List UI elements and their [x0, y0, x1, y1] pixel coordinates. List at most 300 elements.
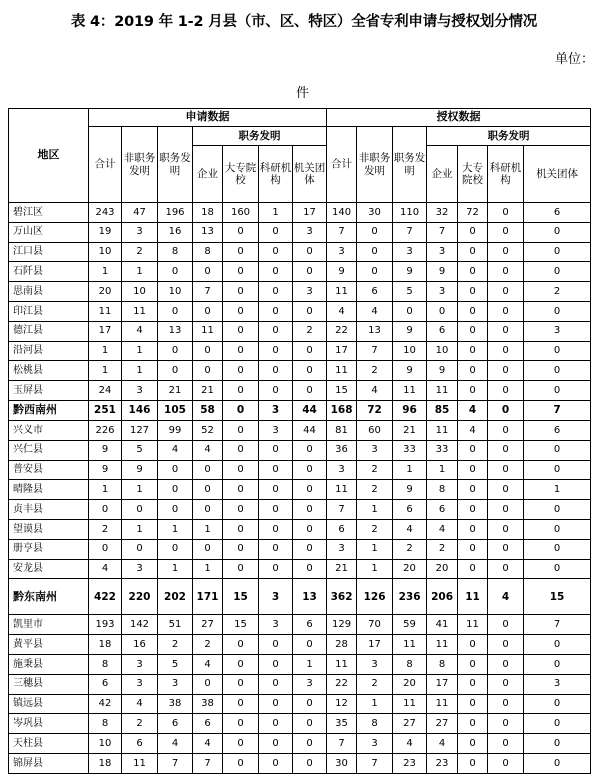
- value-cell: 1: [357, 559, 393, 579]
- grant-agency-header: 机关团体: [524, 146, 591, 203]
- region-name-cell: 晴隆县: [9, 480, 89, 500]
- value-cell: 0: [357, 222, 393, 242]
- value-cell: 6: [89, 674, 122, 694]
- value-cell: 9: [122, 460, 158, 480]
- value-cell: 0: [259, 500, 293, 520]
- value-cell: 0: [223, 734, 259, 754]
- value-cell: 0: [488, 440, 524, 460]
- value-cell: 0: [458, 262, 488, 282]
- value-cell: 11: [427, 635, 458, 655]
- value-cell: 4: [122, 321, 158, 341]
- value-cell: 6: [122, 734, 158, 754]
- value-cell: 0: [293, 559, 327, 579]
- value-cell: 0: [293, 262, 327, 282]
- value-cell: 8: [193, 242, 223, 262]
- value-cell: 4: [427, 734, 458, 754]
- value-cell: 2: [357, 519, 393, 539]
- value-cell: 21: [193, 381, 223, 401]
- value-cell: 0: [488, 400, 524, 420]
- value-cell: 6: [327, 519, 357, 539]
- value-cell: 11: [122, 301, 158, 321]
- region-name-cell: 思南县: [9, 282, 89, 302]
- value-cell: 17: [89, 321, 122, 341]
- value-cell: 362: [327, 579, 357, 615]
- value-cell: 24: [89, 381, 122, 401]
- value-cell: 28: [327, 635, 357, 655]
- value-cell: 0: [223, 635, 259, 655]
- value-cell: 0: [193, 480, 223, 500]
- region-name-cell: 锦屏县: [9, 753, 89, 773]
- value-cell: 8: [158, 242, 193, 262]
- grant-enterprise-header: 企业: [427, 146, 458, 203]
- value-cell: 0: [458, 500, 488, 520]
- table-row: [9, 500, 591, 520]
- value-cell: 13: [357, 321, 393, 341]
- value-cell: 0: [458, 753, 488, 773]
- value-cell: 2: [158, 635, 193, 655]
- table-row: [9, 519, 591, 539]
- value-cell: 1: [122, 341, 158, 361]
- grant-research-header: 科研机构: [488, 146, 524, 203]
- value-cell: 10: [427, 341, 458, 361]
- apply-research-header: 科研机构: [259, 146, 293, 203]
- value-cell: 0: [223, 674, 259, 694]
- value-cell: 8: [427, 480, 458, 500]
- value-cell: 0: [488, 361, 524, 381]
- region-name-cell: 黔东南州: [9, 579, 89, 615]
- value-cell: 0: [259, 282, 293, 302]
- value-cell: 17: [293, 203, 327, 223]
- value-cell: 0: [524, 654, 591, 674]
- value-cell: 19: [89, 222, 122, 242]
- value-cell: 3: [357, 440, 393, 460]
- value-cell: 23: [393, 753, 427, 773]
- apply-group-header: 申请数据: [89, 109, 327, 127]
- value-cell: 5: [122, 440, 158, 460]
- value-cell: 0: [223, 400, 259, 420]
- value-cell: 146: [122, 400, 158, 420]
- value-cell: 6: [193, 714, 223, 734]
- value-cell: 0: [158, 539, 193, 559]
- value-cell: 0: [524, 559, 591, 579]
- region-name-cell: 三穗县: [9, 674, 89, 694]
- value-cell: 18: [89, 635, 122, 655]
- grant-service-group-header: 职务发明: [427, 127, 591, 146]
- value-cell: 0: [293, 440, 327, 460]
- value-cell: 6: [524, 420, 591, 440]
- value-cell: 0: [458, 242, 488, 262]
- value-cell: 4: [393, 734, 427, 754]
- value-cell: 0: [488, 321, 524, 341]
- value-cell: 9: [427, 262, 458, 282]
- value-cell: 27: [393, 714, 427, 734]
- grant-nonservice-header: 非职务发明: [357, 127, 393, 203]
- value-cell: 2: [193, 635, 223, 655]
- value-cell: 0: [259, 674, 293, 694]
- value-cell: 3: [293, 674, 327, 694]
- region-name-cell: 黔西南州: [9, 400, 89, 420]
- value-cell: 0: [488, 262, 524, 282]
- value-cell: 2: [524, 282, 591, 302]
- value-cell: 11: [393, 694, 427, 714]
- value-cell: 142: [122, 615, 158, 635]
- table-row: [9, 559, 591, 579]
- patent-table: [8, 108, 591, 774]
- value-cell: 7: [193, 282, 223, 302]
- value-cell: 10: [89, 734, 122, 754]
- value-cell: 0: [89, 500, 122, 520]
- value-cell: 3: [427, 242, 458, 262]
- value-cell: 42: [89, 694, 122, 714]
- value-cell: 6: [427, 321, 458, 341]
- value-cell: 0: [259, 440, 293, 460]
- value-cell: 0: [193, 341, 223, 361]
- value-cell: 8: [427, 654, 458, 674]
- value-cell: 0: [259, 519, 293, 539]
- value-cell: 251: [89, 400, 122, 420]
- value-cell: 3: [122, 654, 158, 674]
- value-cell: 1: [193, 519, 223, 539]
- value-cell: 3: [259, 615, 293, 635]
- value-cell: 0: [458, 222, 488, 242]
- value-cell: 1: [89, 361, 122, 381]
- table-row: [9, 222, 591, 242]
- value-cell: 11: [427, 381, 458, 401]
- value-cell: 23: [427, 753, 458, 773]
- value-cell: 0: [293, 500, 327, 520]
- value-cell: 0: [488, 282, 524, 302]
- value-cell: 11: [327, 654, 357, 674]
- value-cell: 1: [357, 539, 393, 559]
- value-cell: 0: [259, 734, 293, 754]
- value-cell: 20: [427, 559, 458, 579]
- value-cell: 0: [458, 321, 488, 341]
- value-cell: 2: [293, 321, 327, 341]
- value-cell: 0: [524, 694, 591, 714]
- value-cell: 0: [158, 341, 193, 361]
- apply-service-group-header: 职务发明: [193, 127, 327, 146]
- value-cell: 1: [122, 480, 158, 500]
- value-cell: 0: [488, 539, 524, 559]
- value-cell: 16: [122, 635, 158, 655]
- table-row: [9, 714, 591, 734]
- value-cell: 0: [458, 301, 488, 321]
- value-cell: 0: [193, 460, 223, 480]
- value-cell: 0: [259, 635, 293, 655]
- value-cell: 0: [223, 519, 259, 539]
- value-cell: 0: [223, 242, 259, 262]
- value-cell: 0: [193, 539, 223, 559]
- unit-label: 单位：: [554, 52, 594, 67]
- value-cell: 0: [223, 420, 259, 440]
- value-cell: 7: [357, 753, 393, 773]
- value-cell: 0: [223, 321, 259, 341]
- region-name-cell: 镇远县: [9, 694, 89, 714]
- value-cell: 3: [393, 242, 427, 262]
- value-cell: 7: [427, 222, 458, 242]
- value-cell: 8: [357, 714, 393, 734]
- value-cell: 0: [259, 301, 293, 321]
- grant-group-header: 授权数据: [327, 109, 591, 127]
- value-cell: 0: [293, 714, 327, 734]
- value-cell: 0: [458, 440, 488, 460]
- value-cell: 0: [223, 500, 259, 520]
- value-cell: 206: [427, 579, 458, 615]
- value-cell: 0: [293, 635, 327, 655]
- value-cell: 0: [259, 559, 293, 579]
- value-cell: 11: [122, 753, 158, 773]
- value-cell: 0: [357, 242, 393, 262]
- value-cell: 32: [427, 203, 458, 223]
- value-cell: 3: [427, 282, 458, 302]
- apply-college-header: 大专院校: [223, 146, 259, 203]
- value-cell: 27: [427, 714, 458, 734]
- value-cell: 0: [524, 714, 591, 734]
- value-cell: 16: [158, 222, 193, 242]
- table-row: [9, 539, 591, 559]
- value-cell: 60: [357, 420, 393, 440]
- table-body: [9, 203, 591, 774]
- table-row: [9, 480, 591, 500]
- value-cell: 17: [427, 674, 458, 694]
- value-cell: 0: [488, 734, 524, 754]
- value-cell: 13: [293, 579, 327, 615]
- value-cell: 2: [357, 480, 393, 500]
- value-cell: 30: [327, 753, 357, 773]
- value-cell: 15: [223, 615, 259, 635]
- table-row: [9, 615, 591, 635]
- value-cell: 0: [488, 694, 524, 714]
- value-cell: 7: [327, 734, 357, 754]
- value-cell: 0: [223, 539, 259, 559]
- value-cell: 11: [193, 321, 223, 341]
- value-cell: 0: [223, 654, 259, 674]
- value-cell: 0: [488, 341, 524, 361]
- value-cell: 0: [158, 262, 193, 282]
- value-cell: 38: [158, 694, 193, 714]
- value-cell: 0: [524, 361, 591, 381]
- value-cell: 0: [293, 519, 327, 539]
- value-cell: 0: [193, 262, 223, 282]
- value-cell: 0: [89, 539, 122, 559]
- value-cell: 1: [524, 480, 591, 500]
- value-cell: 4: [89, 559, 122, 579]
- value-cell: 0: [259, 460, 293, 480]
- value-cell: 0: [259, 222, 293, 242]
- grant-service-header: 职务发明: [393, 127, 427, 203]
- value-cell: 1: [89, 341, 122, 361]
- value-cell: 6: [357, 282, 393, 302]
- value-cell: 0: [293, 242, 327, 262]
- value-cell: 1: [357, 500, 393, 520]
- value-cell: 226: [89, 420, 122, 440]
- region-name-cell: 万山区: [9, 222, 89, 242]
- value-cell: 72: [357, 400, 393, 420]
- region-name-cell: 兴义市: [9, 420, 89, 440]
- value-cell: 3: [122, 559, 158, 579]
- value-cell: 10: [89, 242, 122, 262]
- value-cell: 0: [458, 460, 488, 480]
- value-cell: 0: [193, 500, 223, 520]
- value-cell: 0: [259, 381, 293, 401]
- value-cell: 2: [89, 519, 122, 539]
- grant-college-header: 大专院校: [458, 146, 488, 203]
- value-cell: 0: [223, 714, 259, 734]
- value-cell: 0: [223, 262, 259, 282]
- value-cell: 0: [223, 282, 259, 302]
- value-cell: 8: [393, 654, 427, 674]
- apply-enterprise-header: 企业: [193, 146, 223, 203]
- region-name-cell: 贞丰县: [9, 500, 89, 520]
- value-cell: 0: [524, 242, 591, 262]
- table-row: [9, 381, 591, 401]
- value-cell: 0: [158, 500, 193, 520]
- value-cell: 0: [524, 341, 591, 361]
- value-cell: 7: [524, 400, 591, 420]
- value-cell: 1: [259, 203, 293, 223]
- value-cell: 13: [193, 222, 223, 242]
- value-cell: 0: [259, 714, 293, 734]
- region-name-cell: 普安县: [9, 460, 89, 480]
- region-name-cell: 望谟县: [9, 519, 89, 539]
- value-cell: 11: [393, 381, 427, 401]
- value-cell: 0: [524, 460, 591, 480]
- value-cell: 70: [357, 615, 393, 635]
- region-name-cell: 玉屏县: [9, 381, 89, 401]
- value-cell: 0: [193, 301, 223, 321]
- table-row: [9, 440, 591, 460]
- value-cell: 3: [357, 734, 393, 754]
- value-cell: 17: [327, 341, 357, 361]
- value-cell: 4: [327, 301, 357, 321]
- value-cell: 11: [427, 694, 458, 714]
- value-cell: 0: [223, 694, 259, 714]
- value-cell: 0: [223, 222, 259, 242]
- value-cell: 0: [293, 381, 327, 401]
- value-cell: 0: [488, 381, 524, 401]
- value-cell: 0: [458, 361, 488, 381]
- region-name-cell: 松桃县: [9, 361, 89, 381]
- value-cell: 18: [89, 753, 122, 773]
- region-name-cell: 安龙县: [9, 559, 89, 579]
- value-cell: 140: [327, 203, 357, 223]
- value-cell: 220: [122, 579, 158, 615]
- value-cell: 13: [158, 321, 193, 341]
- value-cell: 4: [357, 301, 393, 321]
- value-cell: 0: [524, 635, 591, 655]
- table-row-subtotal: [9, 579, 591, 615]
- table-row: [9, 694, 591, 714]
- value-cell: 5: [393, 282, 427, 302]
- value-cell: 0: [458, 480, 488, 500]
- value-cell: 10: [393, 341, 427, 361]
- value-cell: 0: [293, 460, 327, 480]
- value-cell: 12: [327, 694, 357, 714]
- value-cell: 52: [193, 420, 223, 440]
- value-cell: 4: [193, 654, 223, 674]
- value-cell: 51: [158, 615, 193, 635]
- table-row: [9, 242, 591, 262]
- value-cell: 72: [458, 203, 488, 223]
- region-name-cell: 凯里市: [9, 615, 89, 635]
- table-row: [9, 734, 591, 754]
- value-cell: 4: [193, 734, 223, 754]
- value-cell: 30: [357, 203, 393, 223]
- value-cell: 6: [524, 203, 591, 223]
- value-cell: 21: [158, 381, 193, 401]
- value-cell: 0: [223, 301, 259, 321]
- value-cell: 2: [357, 460, 393, 480]
- value-cell: 105: [158, 400, 193, 420]
- value-cell: 0: [524, 500, 591, 520]
- value-cell: 0: [458, 539, 488, 559]
- value-cell: 9: [393, 480, 427, 500]
- table-row: [9, 635, 591, 655]
- region-name-cell: 石阡县: [9, 262, 89, 282]
- value-cell: 9: [393, 262, 427, 282]
- value-cell: 0: [488, 635, 524, 655]
- region-name-cell: 江口县: [9, 242, 89, 262]
- value-cell: 7: [524, 615, 591, 635]
- value-cell: 2: [427, 539, 458, 559]
- table-row: [9, 674, 591, 694]
- table-row: [9, 301, 591, 321]
- table-row: [9, 420, 591, 440]
- value-cell: 18: [193, 203, 223, 223]
- region-name-cell: 黄平县: [9, 635, 89, 655]
- value-cell: 21: [327, 559, 357, 579]
- value-cell: 10: [158, 282, 193, 302]
- table-row: [9, 282, 591, 302]
- value-cell: 3: [327, 460, 357, 480]
- value-cell: 1: [293, 654, 327, 674]
- value-cell: 27: [193, 615, 223, 635]
- value-cell: 236: [393, 579, 427, 615]
- value-cell: 0: [293, 753, 327, 773]
- value-cell: 0: [158, 361, 193, 381]
- value-cell: 21: [393, 420, 427, 440]
- value-cell: 243: [89, 203, 122, 223]
- value-cell: 0: [293, 539, 327, 559]
- value-cell: 10: [122, 282, 158, 302]
- value-cell: 11: [327, 361, 357, 381]
- value-cell: 0: [458, 519, 488, 539]
- value-cell: 126: [357, 579, 393, 615]
- value-cell: 47: [122, 203, 158, 223]
- value-cell: 0: [524, 301, 591, 321]
- value-cell: 7: [327, 222, 357, 242]
- value-cell: 0: [122, 539, 158, 559]
- table-row: [9, 753, 591, 773]
- value-cell: 0: [357, 262, 393, 282]
- value-cell: 0: [488, 203, 524, 223]
- value-cell: 0: [259, 480, 293, 500]
- value-cell: 22: [327, 674, 357, 694]
- value-cell: 0: [223, 559, 259, 579]
- region-name-cell: 德江县: [9, 321, 89, 341]
- value-cell: 3: [122, 222, 158, 242]
- table-row: [9, 203, 591, 223]
- value-cell: 171: [193, 579, 223, 615]
- region-name-cell: 兴仁县: [9, 440, 89, 460]
- table-row-subtotal: [9, 400, 591, 420]
- value-cell: 0: [158, 460, 193, 480]
- region-name-cell: 岑巩县: [9, 714, 89, 734]
- value-cell: 0: [524, 440, 591, 460]
- value-cell: 4: [357, 381, 393, 401]
- value-cell: 6: [393, 500, 427, 520]
- value-cell: 0: [488, 714, 524, 734]
